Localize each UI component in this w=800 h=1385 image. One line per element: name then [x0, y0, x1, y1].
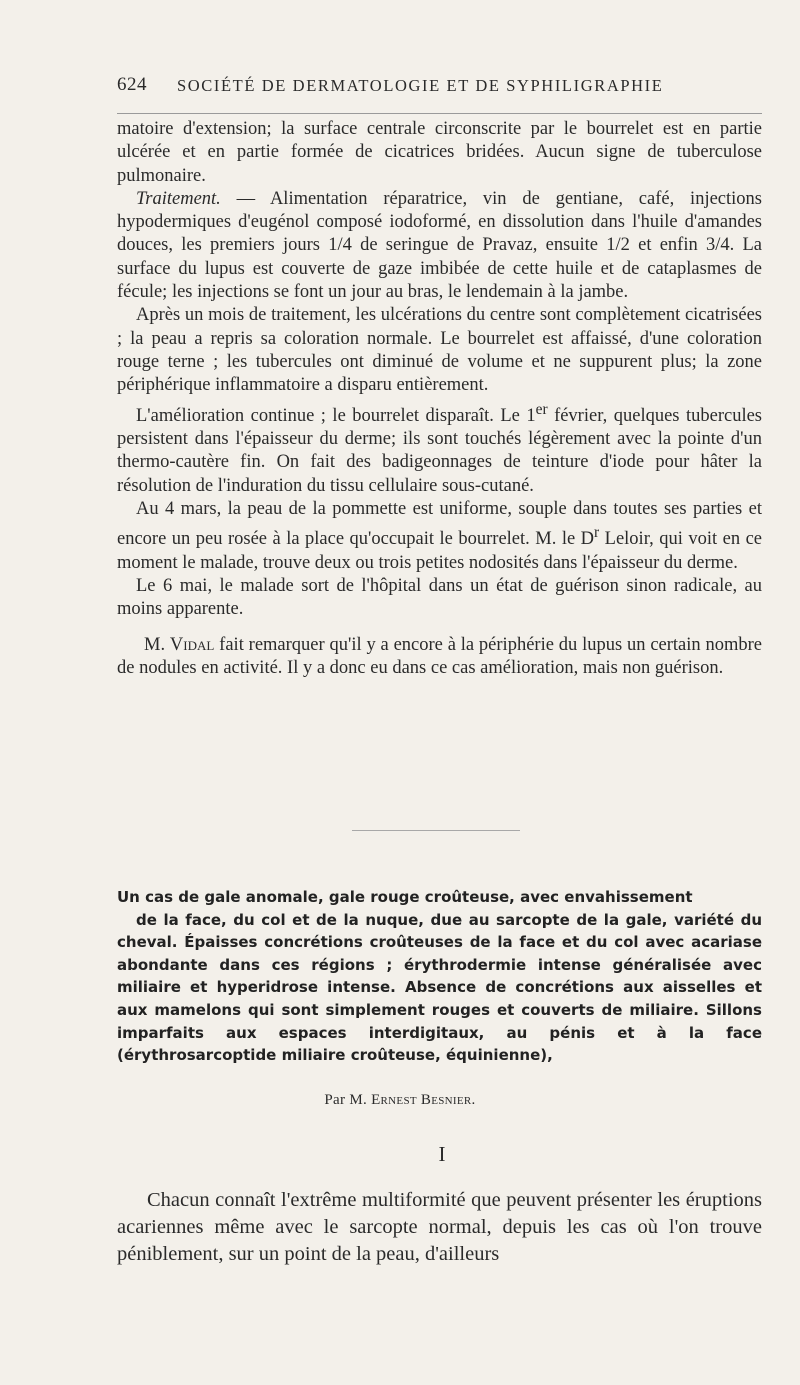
section-paragraph: Chacun connaît l'extrême multiformité que peuvent présenter les éruptions acariennes même avec le sarcopte normal, depuis les cas où l'on trouve péniblement, sur un point de la peau, d'ailleurs	[117, 1189, 762, 1265]
paragraph-vidal-remark	[117, 634, 762, 681]
treatment-label: Traitement.	[136, 188, 221, 209]
paragraph-treatment	[117, 188, 762, 304]
paragraph-march	[117, 498, 762, 575]
vidal-text: fait remarquer qu'il y a encore à la périphérie du lupus un certain nombre de nodules en activité. Il y a donc eu dans ce cas amélioration, mais non guérison.	[117, 634, 763, 678]
superscript-r: r	[594, 524, 600, 542]
paragraph-may: Le 6 mai, le malade sort de l'hôpital dans un état de guérison sinon radicale, au moins apparente.	[117, 575, 762, 620]
march-text-b: Leloir, qui voit en ce moment le malade, trouve deux ou trois petites nodosités dans l'épaisseur du derme.	[117, 529, 763, 573]
section-separator	[352, 830, 520, 831]
march-text-a: Au 4 mars, la peau de la pommette est uniforme, souple dans toutes ses parties et encore un peu rosée à la place qu'occupait le bourrelet. M. le D	[117, 498, 762, 550]
running-title: SOCIÉTÉ DE DERMATOLOGIE ET DE SYPHILIGRAPHIE	[177, 76, 664, 95]
header-rule	[117, 113, 762, 114]
vidal-prefix: M.	[144, 634, 170, 655]
author-name: Ernest Besnier	[371, 1092, 472, 1108]
case-report-text	[117, 118, 762, 680]
superscript-er: er	[535, 400, 548, 418]
paragraph-after-one-month: Après un mois de traitement, les ulcérations du centre sont complètement cicatrisées ; la peau a repris sa coloration normale. Le bourrelet est affaissé, d'une coloration rouge terne ; les tubercules ont diminué de volume et ne suppurent plus; la zone périphérique inflammatoire a disparu entièrement.	[117, 305, 762, 396]
treatment-text: — Alimentation réparatrice, vin de gentiane, café, injections hypodermiques d'eugénol composé iodoformé, en dissolution dans l'huile d'amandes douces, les premiers jours 1/4 de seringue de Pravaz, ensuite 1/2 et enfin 3/4. La surface du lupus est couverte de gaze imbibée de cette huile et de cataplasmes de fécule; les injections se font un jour au bras, le lendemain à la jambe.	[117, 188, 762, 303]
paragraph-improvement	[117, 398, 762, 498]
section-number: I	[438, 1142, 446, 1166]
title-continuation: de la face, du col et de la nuque, due au sarcopte de la gale, variété du cheval. Épaisses concrétions croûteuses de la face et du col avec acariase abondante dans ces régions ; érythrodermie intense généralisée avec miliaire et hyperidrose intense. Absence de concrétions aux aisselles et aux mamelons qui sont simplement rouges et couverts de miliaire. Sillons imparfaits aux espaces interdigitaux, au pénis et à la face (érythrosarcoptide miliaire croûteuse, équinienne),	[117, 910, 762, 1065]
page-number: 624	[117, 74, 147, 95]
improvement-text-b: février, quelques tubercules persistent dans l'épaisseur du derme; ils sont touchés légèrement avec la pointe d'un thermo-cautère fin. On fait des badigeonnages de teinture d'iode pour hâter la résolution de l'induration du tissu cellulaire sous-cutané.	[117, 405, 763, 496]
article-title	[117, 886, 762, 1067]
section-body	[117, 1187, 762, 1268]
author-suffix: .	[471, 1092, 476, 1108]
author-line	[0, 1092, 800, 1109]
paragraph-continuation: matoire d'extension; la surface centrale circonscrite par le bourrelet est en partie ulcérée et en partie formée de cicatrices bridées. Aucun signe de tuberculose pulmonaire.	[117, 119, 762, 186]
vidal-name: Vidal	[169, 634, 215, 655]
improvement-text-a: L'amélioration continue ; le bourrelet disparaît. Le 1	[136, 405, 536, 426]
title-first-line: Un cas de gale anomale, gale rouge croûteuse, avec envahissement	[117, 888, 693, 906]
page-header	[117, 72, 762, 102]
author-prefix: Par M.	[324, 1092, 372, 1108]
